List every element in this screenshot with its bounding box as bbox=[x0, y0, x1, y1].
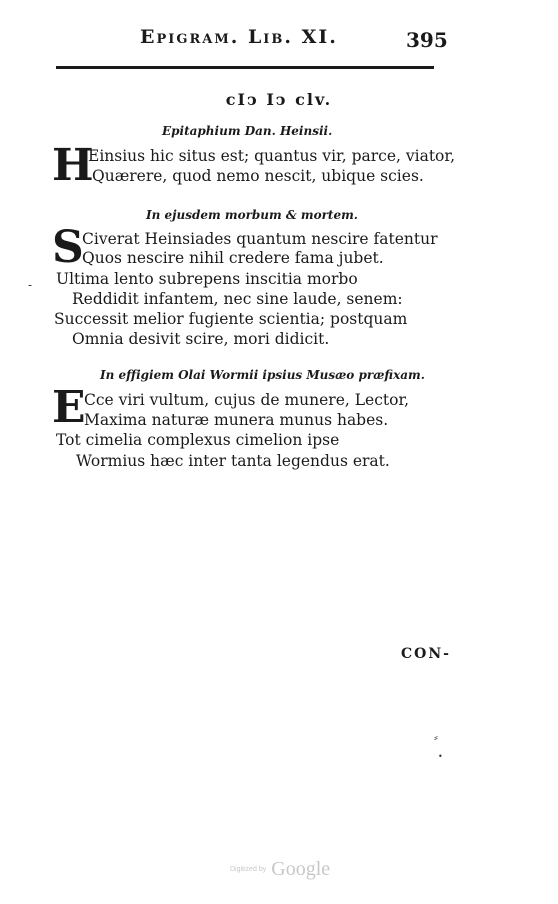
epigram-number: cIↄ Iↄ clv. bbox=[225, 90, 333, 109]
poem-title-effigiem: In effigiem Olai Wormii ipsius Musæo præfixam. bbox=[100, 368, 425, 382]
poem-line: Wormius hæc inter tanta legendus erat. bbox=[76, 452, 390, 470]
margin-mark: - bbox=[28, 278, 33, 292]
page-number: 395 bbox=[406, 28, 448, 52]
poem-line: Successit melior fugiente scientia; postquam bbox=[54, 310, 408, 328]
watermark-prefix: Digitized by bbox=[230, 866, 267, 873]
poem-line: Cce viri vultum, cujus de munere, Lector, bbox=[84, 391, 410, 409]
running-title: Epigram. Lib. XI. bbox=[140, 26, 338, 48]
drop-cap-s: S bbox=[52, 222, 84, 273]
poem-line: Quærere, quod nemo nescit, ubique scies. bbox=[92, 167, 424, 185]
poem-line: Tot cimelia complexus cimelion ipse bbox=[56, 431, 340, 449]
google-logo: Google bbox=[271, 858, 331, 880]
poem-line: Maxima naturæ munera munus habes. bbox=[84, 411, 389, 429]
poem-line: Quos nescire nihil credere fama jubet. bbox=[82, 249, 384, 267]
drop-cap-h: H bbox=[52, 140, 94, 191]
poem-title-morbum: In ejusdem morbum & mortem. bbox=[146, 208, 358, 222]
catchword: CON- bbox=[401, 646, 451, 662]
ink-dot: • bbox=[438, 752, 443, 761]
poem-line: Omnia desivit scire, mori didicit. bbox=[72, 330, 330, 348]
poem-title-epitaph: Epitaphium Dan. Heinsii. bbox=[162, 124, 333, 138]
digitization-watermark bbox=[230, 858, 330, 881]
poem-line: Ultima lento subrepens inscitia morbo bbox=[56, 270, 358, 288]
header-rule bbox=[56, 66, 434, 69]
ink-speck: ⸗ bbox=[434, 730, 438, 744]
poem-line: Reddidit infantem, nec sine laude, senem: bbox=[72, 290, 403, 308]
poem-line: Einsius hic situs est; quantus vir, parce, viator, bbox=[88, 147, 456, 165]
poem-line: Civerat Heinsiades quantum nescire fatentur bbox=[82, 230, 438, 248]
drop-cap-e: E bbox=[52, 382, 86, 433]
